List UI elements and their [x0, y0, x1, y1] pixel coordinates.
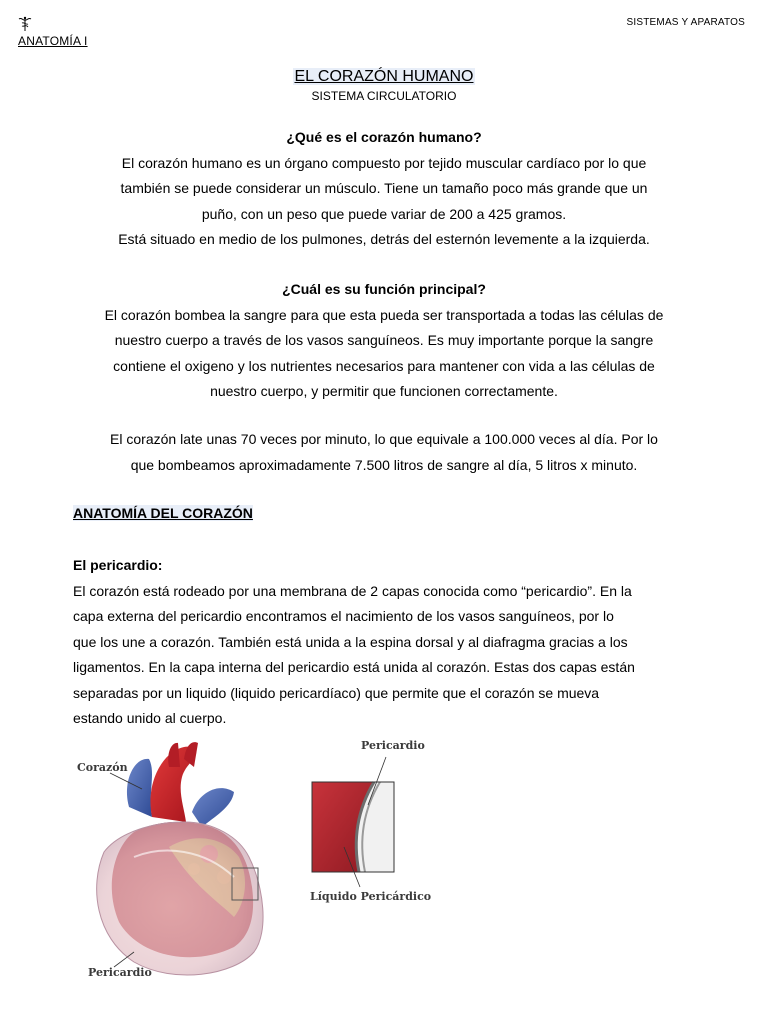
- pericardium-zoom-inset: [312, 782, 394, 872]
- document-title: EL CORAZÓN HUMANO: [294, 68, 474, 85]
- caduceus-logo-icon: [18, 16, 32, 32]
- heart-pericardium-illustration: [74, 737, 434, 987]
- paragraph-line: que bombeamos aproximadamente 7.500 litros de sangre al día, 5 litros x minuto.: [130, 456, 638, 473]
- pericardium-section: [73, 553, 698, 732]
- paragraph-line: estando unido al cuerpo.: [73, 710, 227, 726]
- subsection-heading: El pericardio:: [73, 557, 163, 573]
- heart-illustration: [74, 737, 434, 987]
- paragraph-line: nuestro cuerpo, y permitir que funcionen correctamente.: [210, 383, 558, 399]
- paragraph-line: también se puede considerar un músculo. Tiene un tamaño poco más grande que un: [120, 180, 648, 196]
- paragraph-line: ligamentos. En la capa interna del pericardio está unida al corazón. Estas dos capas están: [73, 659, 635, 675]
- section-main-function: [64, 277, 704, 405]
- section-name: SISTEMAS Y APARATOS: [626, 17, 745, 28]
- paragraph-line: nuestro cuerpo a través de los vasos sanguíneos. Es muy importante porque la sangre: [114, 332, 654, 348]
- paragraph-line: El corazón está rodeado por una membrana de 2 capas conocida como “pericardio”. En la: [73, 582, 632, 599]
- label-pericardio-top: Pericardio: [361, 739, 425, 752]
- anatomy-section-heading: ANATOMÍA DEL CORAZÓN: [73, 505, 253, 521]
- label-corazon: Corazón: [77, 761, 128, 774]
- paragraph-line: El corazón late unas 70 veces por minuto, lo que equivale a 100.000 veces al día. Por lo: [110, 431, 658, 447]
- section-what-is-heart: [64, 125, 704, 253]
- paragraph-line: que los une a corazón. También está unida a la espina dorsal y al diafragma gracias a los: [73, 633, 628, 650]
- document-subtitle: SISTEMA CIRCULATORIO: [311, 89, 457, 103]
- question-heading: ¿Cuál es su función principal?: [282, 281, 486, 297]
- label-liquido-pericardico: Líquido Pericárdico: [310, 890, 432, 903]
- paragraph-line: El corazón humano es un órgano compuesto por tejido muscular cardíaco por lo que: [121, 154, 647, 171]
- paragraph-line: puño, con un peso que puede variar de 200 a 425 gramos.: [201, 205, 567, 222]
- paragraph-line: contiene el oxigeno y los nutrientes necesarios para mantener con vida a las células de: [113, 357, 655, 374]
- paragraph-line: Está situado en medio de los pulmones, detrás del esternón levemente a la izquierda.: [118, 231, 650, 247]
- paragraph-line: separadas por un liquido (liquido pericardíaco) que permite que el corazón se mueva: [73, 684, 600, 701]
- question-heading: ¿Qué es el corazón humano?: [286, 129, 482, 145]
- heartbeat-paragraph: [64, 427, 704, 478]
- paragraph-line: El corazón bombea la sangre para que esta pueda ser transportada a todas las células de: [104, 306, 664, 323]
- paragraph-line: capa externa del pericardio encontramos el nacimiento de los vasos sanguíneos, por lo: [73, 608, 614, 624]
- label-pericardio-bottom: Pericardio: [88, 966, 152, 979]
- course-name: ANATOMÍA I: [18, 34, 88, 48]
